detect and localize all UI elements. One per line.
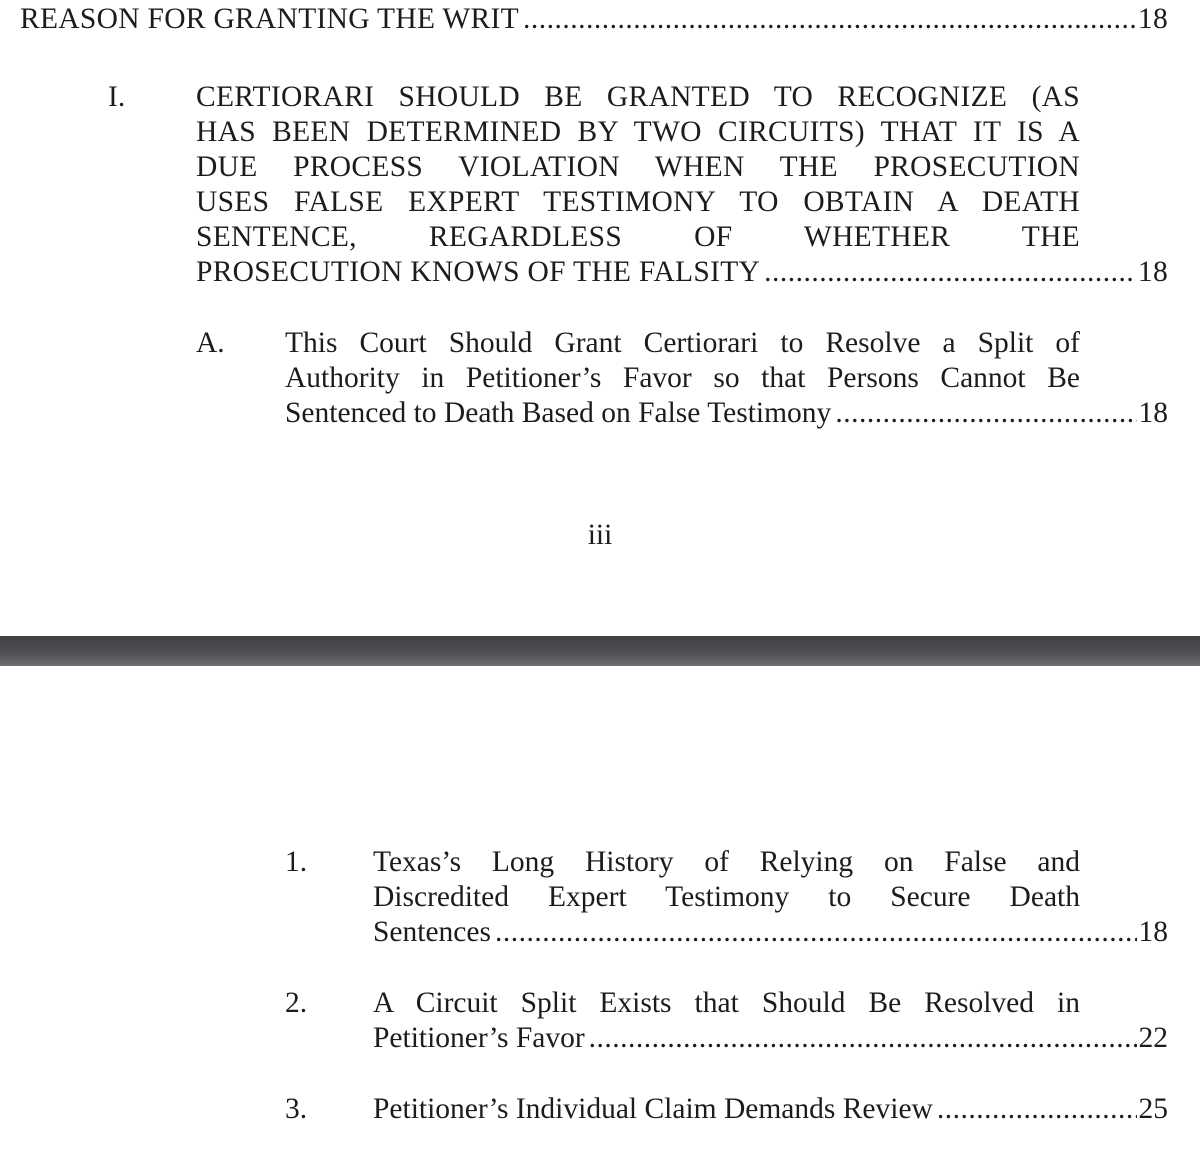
toc-heading-line: SENTENCE, REGARDLESS OF WHETHER THE [196, 221, 1080, 253]
leader-dots [523, 2, 1136, 37]
toc-heading-line: Authority in Petitioner’s Favor so that Persons Cannot Be [285, 362, 1080, 394]
toc-heading-line: PROSECUTION KNOWS OF THE FALSITY [196, 256, 761, 288]
toc-heading-line: Petitioner’s Favor [373, 1022, 585, 1054]
toc-heading-line: DUE PROCESS VIOLATION WHEN THE PROSECUTION [196, 151, 1080, 183]
toc-entry-reason [20, 2, 1168, 37]
toc-heading-line: Texas’s Long History of Relying on False and [373, 846, 1080, 878]
toc-heading-last-line [373, 1092, 1168, 1127]
toc-heading-line: Sentenced to Death Based on False Testimony [285, 397, 832, 429]
toc-page-number: 18 [1138, 397, 1168, 429]
item-number: 1. [285, 846, 308, 878]
page-number: iii [587, 519, 613, 551]
toc-page-number: 22 [1138, 1022, 1168, 1054]
leader-dots [937, 1092, 1137, 1127]
toc-heading-line: USES FALSE EXPERT TESTIMONY TO OBTAIN A DEATH [196, 186, 1080, 218]
toc-heading-line: Sentences [373, 916, 491, 948]
section-numeral: I. [108, 81, 126, 113]
page-divider [0, 636, 1200, 666]
toc-page-number: 18 [1137, 3, 1168, 35]
toc-heading-line: This Court Should Grant Certiorari to Resolve a Split of [285, 327, 1080, 359]
toc-heading-last-line [196, 255, 1168, 290]
toc-heading-last-line [285, 396, 1168, 431]
toc-entry-title: REASON FOR GRANTING THE WRIT [20, 3, 519, 35]
toc-heading-last-line [373, 915, 1168, 950]
toc-heading-line: Discredited Expert Testimony to Secure Death [373, 881, 1080, 913]
item-number: 3. [285, 1093, 308, 1125]
leader-dots [835, 396, 1136, 431]
leader-dots [764, 255, 1136, 290]
toc-heading-line: HAS BEEN DETERMINED BY TWO CIRCUITS) THAT IT IS A [196, 116, 1080, 148]
item-number: 2. [285, 987, 308, 1019]
toc-page-number: 18 [1137, 256, 1168, 288]
toc-page-number: 25 [1138, 1093, 1168, 1125]
subsection-letter: A. [196, 327, 225, 359]
document-page-bottom [0, 666, 1200, 1154]
toc-heading-last-line [373, 1021, 1168, 1056]
toc-heading-line: Petitioner’s Individual Claim Demands Review [373, 1093, 933, 1125]
toc-heading-line: A Circuit Split Exists that Should Be Resolved in [373, 987, 1080, 1019]
toc-page-number: 18 [1138, 916, 1168, 948]
toc-heading-line: CERTIORARI SHOULD BE GRANTED TO RECOGNIZE (AS [196, 81, 1080, 113]
leader-dots [495, 915, 1137, 950]
leader-dots [589, 1021, 1137, 1056]
